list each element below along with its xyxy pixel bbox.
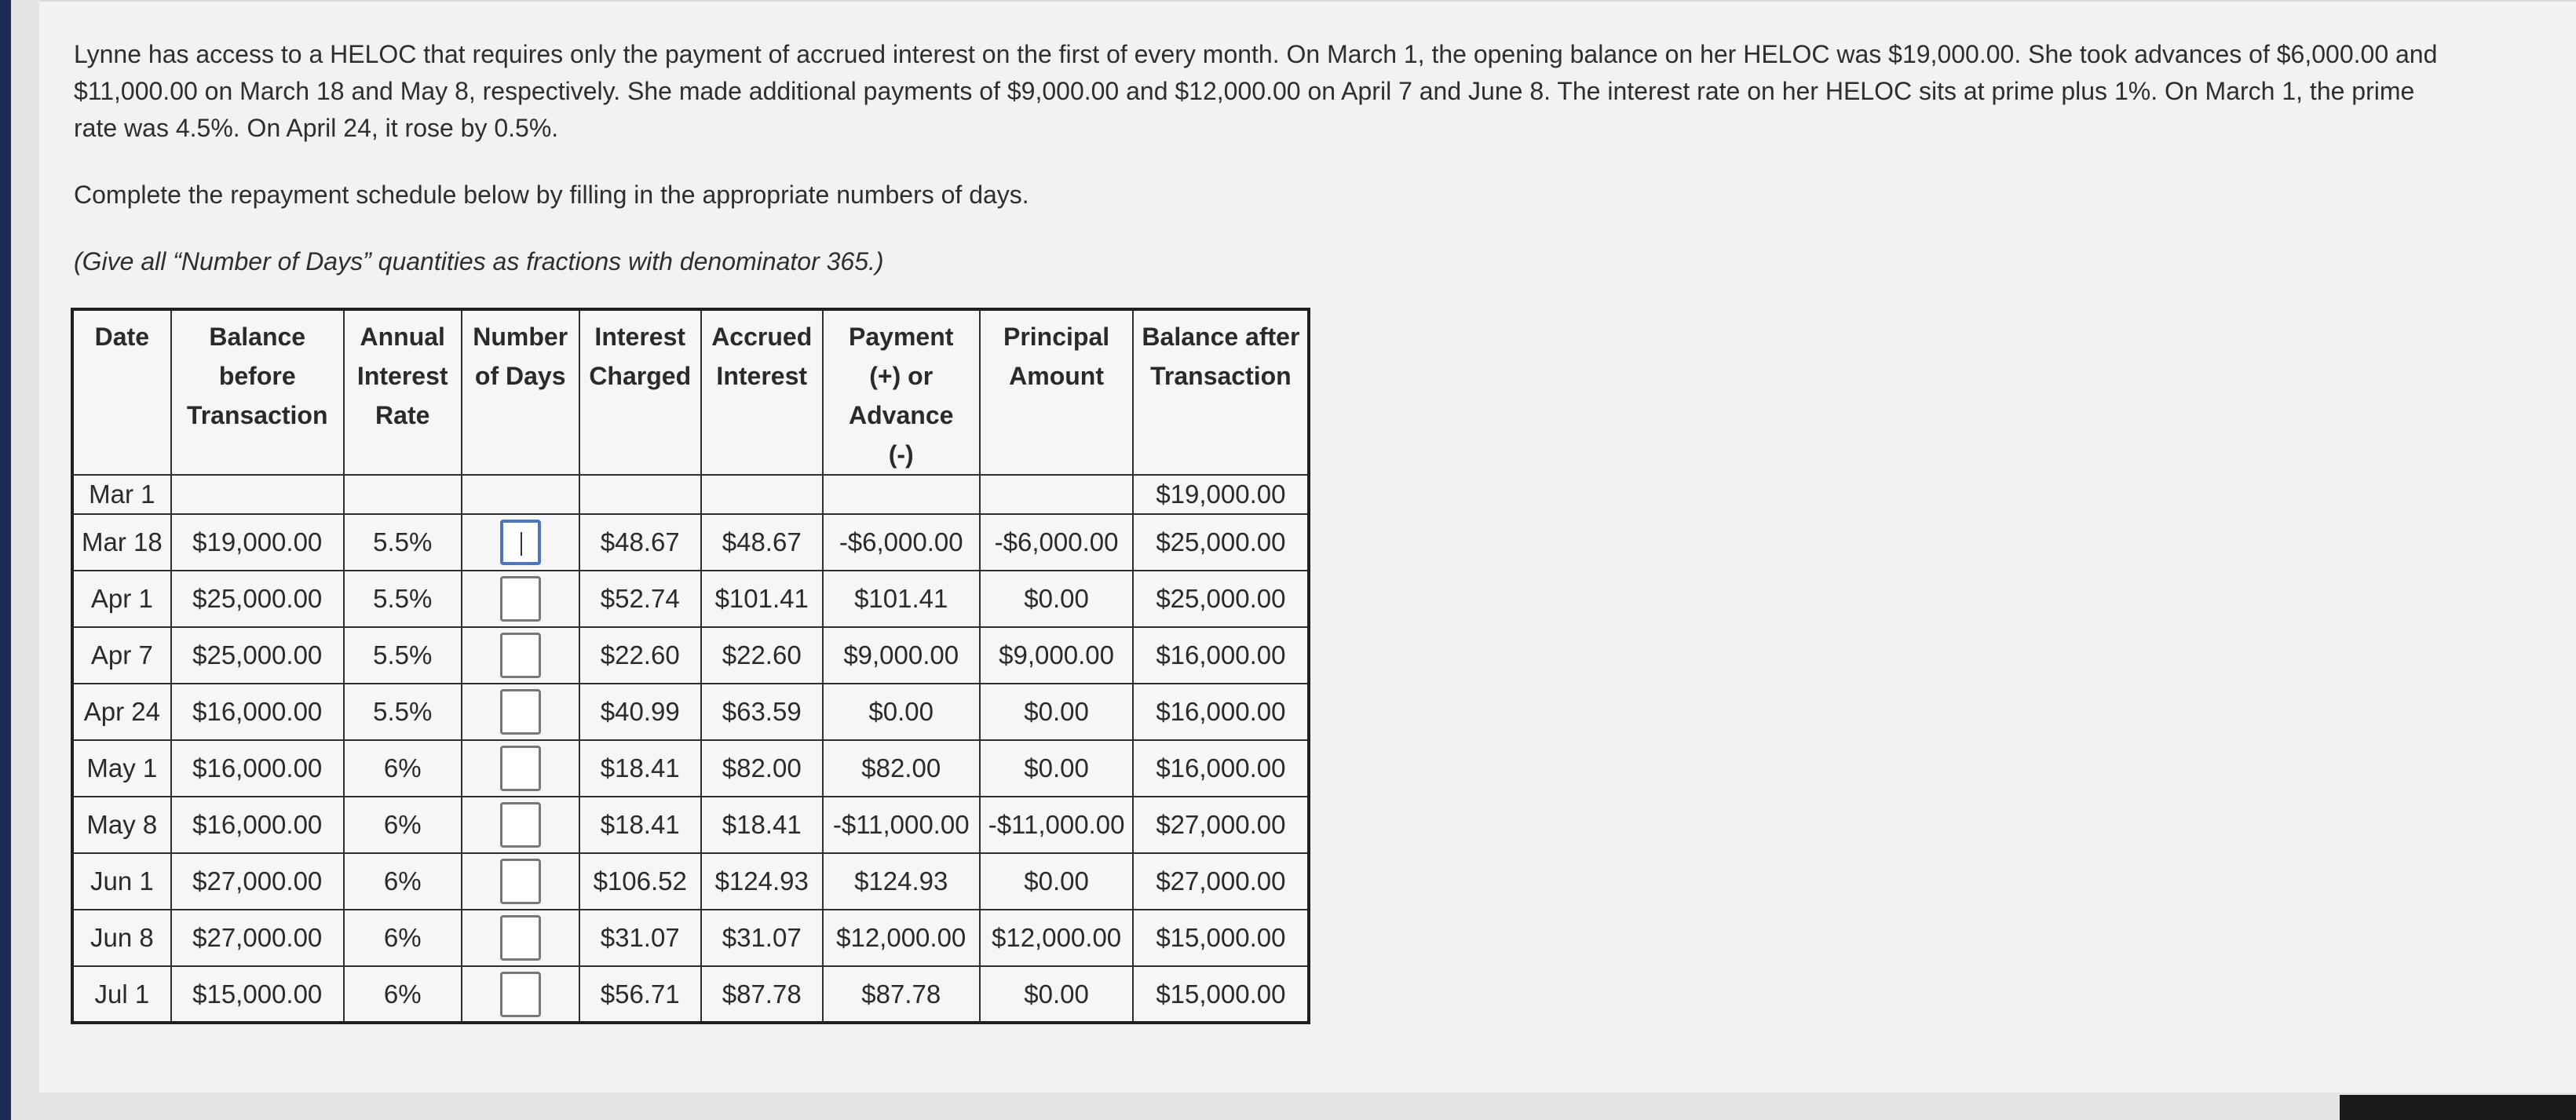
table-row [72, 910, 1309, 966]
cell-days [462, 571, 579, 627]
cell-balance-after: $25,000.00 [1133, 514, 1309, 571]
cell-principal [980, 475, 1134, 514]
cell-accrued: $63.59 [701, 684, 823, 740]
table-row [72, 475, 1309, 514]
header-payment-l3: Advance [849, 401, 954, 429]
cell-balance-after: $15,000.00 [1133, 966, 1309, 1023]
cell-principal: $0.00 [980, 966, 1134, 1023]
cell-date: Apr 7 [72, 627, 171, 684]
cell-payment: $9,000.00 [823, 627, 980, 684]
cell-date: May 8 [72, 797, 171, 853]
cell-interest: $56.71 [579, 966, 701, 1023]
cell-rate: 6% [344, 740, 462, 797]
table-row [72, 740, 1309, 797]
header-rate [344, 309, 462, 475]
header-balance-before [171, 309, 344, 475]
header-interest [579, 309, 701, 475]
cell-date: Jun 1 [72, 853, 171, 910]
header-date [72, 309, 171, 475]
header-rate-l1: Annual [360, 323, 445, 351]
cell-days [462, 966, 579, 1023]
header-payment-l2: (+) or [869, 362, 934, 390]
cell-date: Apr 24 [72, 684, 171, 740]
cell-payment: -$6,000.00 [823, 514, 980, 571]
cell-interest [579, 475, 701, 514]
cell-balance-after: $27,000.00 [1133, 853, 1309, 910]
cell-balance-before [171, 475, 344, 514]
cell-interest: $31.07 [579, 910, 701, 966]
cell-interest: $18.41 [579, 740, 701, 797]
cell-balance-before: $16,000.00 [171, 797, 344, 853]
question-text: Lynne has access to a HELOC that requires only the payment of accrued interest on the first of every month. On March 1, the opening balance on her HELOC was $19,000.00. She took advances of $6,000.00 and $11,000.00 on March 18 and May 8, respectively. She made additional payments of $9,000.00 and $12,000.00 on April 7 and June 8. The interest rate on her HELOC sits at prime plus 1%. On March 1, the prime rate was 4.5%. On April 24, it rose by 0.5%. [74, 40, 2438, 142]
cell-balance-before: $27,000.00 [171, 853, 344, 910]
cell-payment: $0.00 [823, 684, 980, 740]
cell-interest: $40.99 [579, 684, 701, 740]
cell-payment [823, 475, 980, 514]
cell-balance-after: $16,000.00 [1133, 684, 1309, 740]
header-principal-l1: Principal [1003, 323, 1110, 351]
cell-days [462, 514, 579, 571]
cell-balance-after: $27,000.00 [1133, 797, 1309, 853]
cell-payment: -$11,000.00 [823, 797, 980, 853]
header-days-l2: of Days [474, 362, 566, 390]
cell-rate: 6% [344, 910, 462, 966]
cell-date: Jul 1 [72, 966, 171, 1023]
cell-principal: $0.00 [980, 684, 1134, 740]
cell-interest: $106.52 [579, 853, 701, 910]
cell-days [462, 910, 579, 966]
cell-payment: $82.00 [823, 740, 980, 797]
table-row [72, 627, 1309, 684]
cell-interest: $52.74 [579, 571, 701, 627]
header-payment-l4: (-) [888, 440, 914, 469]
hint-text: (Give all “Number of Days” quantities as fractions with denominator 365.) [74, 247, 884, 275]
cell-rate: 5.5% [344, 514, 462, 571]
cell-balance-before: $19,000.00 [171, 514, 344, 571]
days-input-may8[interactable] [500, 802, 541, 848]
cell-interest: $18.41 [579, 797, 701, 853]
cell-accrued: $101.41 [701, 571, 823, 627]
cell-rate: 6% [344, 853, 462, 910]
header-balance-after-l2: Transaction [1150, 362, 1292, 390]
cell-balance-before: $27,000.00 [171, 910, 344, 966]
cell-date: Jun 8 [72, 910, 171, 966]
bottom-bar [2340, 1095, 2576, 1120]
header-interest-l2: Charged [589, 362, 692, 390]
table-row [72, 966, 1309, 1023]
cell-accrued: $48.67 [701, 514, 823, 571]
header-balance-after [1133, 309, 1309, 475]
cell-days [462, 627, 579, 684]
header-rate-l3: Rate [375, 401, 430, 429]
table-row [72, 571, 1309, 627]
cell-date: May 1 [72, 740, 171, 797]
days-input-jun8[interactable] [500, 915, 541, 961]
header-accrued-l1: Accrued [711, 323, 813, 351]
cell-date: Mar 1 [72, 475, 171, 514]
cell-accrued: $22.60 [701, 627, 823, 684]
cell-date: Apr 1 [72, 571, 171, 627]
cell-payment: $124.93 [823, 853, 980, 910]
cell-principal: $0.00 [980, 740, 1134, 797]
cell-principal: -$11,000.00 [980, 797, 1134, 853]
cell-payment: $101.41 [823, 571, 980, 627]
header-payment-l1: Payment [849, 323, 954, 351]
header-days-l1: Number [473, 323, 568, 351]
cell-payment: $12,000.00 [823, 910, 980, 966]
cell-rate: 5.5% [344, 571, 462, 627]
cell-balance-after: $16,000.00 [1133, 627, 1309, 684]
table-row [72, 797, 1309, 853]
cell-interest: $48.67 [579, 514, 701, 571]
days-input-jul1[interactable] [500, 972, 541, 1017]
header-balance-before-l1: Balance [209, 323, 306, 351]
cell-balance-before: $16,000.00 [171, 740, 344, 797]
header-days [462, 309, 579, 475]
header-balance-after-l1: Balance after [1142, 323, 1300, 351]
cell-accrued: $18.41 [701, 797, 823, 853]
cell-rate: 6% [344, 966, 462, 1023]
cell-balance-after: $16,000.00 [1133, 740, 1309, 797]
cell-payment: $87.78 [823, 966, 980, 1023]
header-interest-l1: Interest [594, 323, 686, 351]
table-header-row [72, 309, 1309, 475]
header-date-label: Date [94, 323, 150, 351]
days-input-mar18[interactable] [500, 520, 541, 565]
header-balance-before-l2: before [218, 362, 296, 390]
cell-days [462, 797, 579, 853]
instruction-text: Complete the repayment schedule below by filling in the appropriate numbers of days. [74, 181, 1029, 209]
days-input-apr24[interactable] [500, 689, 541, 735]
cell-balance-after: $19,000.00 [1133, 475, 1309, 514]
cell-principal: $0.00 [980, 571, 1134, 627]
header-principal-l2: Amount [1009, 362, 1104, 390]
cell-days [462, 684, 579, 740]
cell-accrued [701, 475, 823, 514]
cell-balance-before: $15,000.00 [171, 966, 344, 1023]
cell-principal: $0.00 [980, 853, 1134, 910]
cell-accrued: $87.78 [701, 966, 823, 1023]
header-accrued [701, 309, 823, 475]
cell-balance-before: $25,000.00 [171, 571, 344, 627]
table-row [72, 684, 1309, 740]
left-edge-strip [0, 0, 11, 1120]
header-balance-before-l3: Transaction [186, 401, 328, 429]
days-input-jun1[interactable] [500, 859, 541, 904]
table-row [72, 853, 1309, 910]
cell-principal: -$6,000.00 [980, 514, 1134, 571]
cell-rate: 6% [344, 797, 462, 853]
cell-rate: 5.5% [344, 684, 462, 740]
table-row [72, 514, 1309, 571]
cell-balance-before: $16,000.00 [171, 684, 344, 740]
cell-days [462, 853, 579, 910]
cell-accrued: $124.93 [701, 853, 823, 910]
cell-accrued: $82.00 [701, 740, 823, 797]
days-input-apr7[interactable] [500, 633, 541, 678]
days-input-may1[interactable] [500, 746, 541, 791]
cell-balance-after: $25,000.00 [1133, 571, 1309, 627]
cell-days [462, 740, 579, 797]
cell-interest: $22.60 [579, 627, 701, 684]
cell-date: Mar 18 [72, 514, 171, 571]
header-principal [980, 309, 1134, 475]
header-payment [823, 309, 980, 475]
cell-rate [344, 475, 462, 514]
cell-days [462, 475, 579, 514]
header-accrued-l2: Interest [716, 362, 808, 390]
cell-rate: 5.5% [344, 627, 462, 684]
repayment-schedule-table [71, 308, 1310, 1024]
cell-balance-after: $15,000.00 [1133, 910, 1309, 966]
cell-balance-before: $25,000.00 [171, 627, 344, 684]
header-rate-l2: Interest [356, 362, 448, 390]
cell-accrued: $31.07 [701, 910, 823, 966]
days-input-apr1[interactable] [500, 576, 541, 622]
cell-principal: $12,000.00 [980, 910, 1134, 966]
cell-principal: $9,000.00 [980, 627, 1134, 684]
